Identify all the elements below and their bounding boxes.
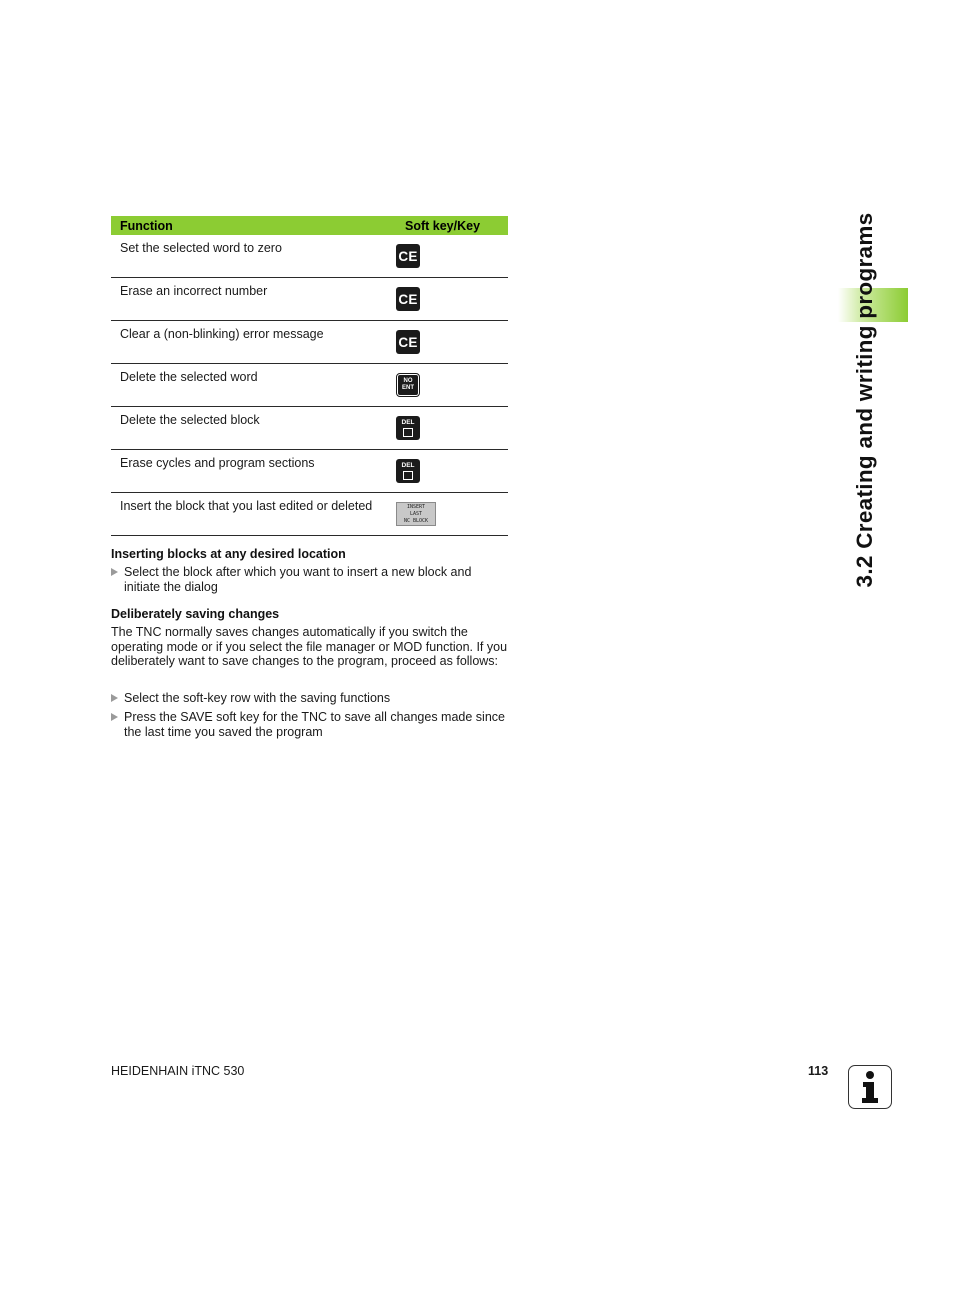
section-heading-inserting: Inserting blocks at any desired location	[111, 547, 346, 561]
ce-key-icon: CE	[396, 287, 420, 311]
list-item: Select the soft-key row with the saving functions	[111, 691, 508, 706]
no-ent-key-icon	[397, 374, 419, 396]
page-number: 113	[808, 1064, 829, 1078]
section-heading-saving: Deliberately saving changes	[111, 607, 280, 621]
row-function: Clear a (non-blinking) error message	[120, 327, 324, 341]
table-row	[111, 321, 508, 364]
bullet-triangle-icon	[111, 713, 118, 721]
table-row	[111, 493, 508, 536]
insert-last-nc-block-softkey-icon	[396, 502, 436, 526]
no-ent-key-label-2: ENT	[402, 385, 414, 391]
chapter-title: 3.2 Creating and writing programs	[852, 212, 877, 588]
bullet-triangle-icon	[111, 568, 118, 576]
row-function: Delete the selected block	[120, 413, 260, 427]
softkey-label-1: INSERT	[406, 503, 426, 510]
table-row	[111, 364, 508, 407]
table-row	[111, 450, 508, 493]
footer-manual-title: HEIDENHAIN iTNC 530	[111, 1064, 245, 1078]
del-key-label: DEL	[401, 462, 415, 469]
row-function: Delete the selected word	[120, 370, 258, 384]
table-header	[111, 216, 508, 235]
table-row	[111, 235, 508, 278]
row-function: Erase an incorrect number	[120, 284, 268, 298]
no-ent-key-label-1: NO	[403, 378, 413, 384]
row-function: Insert the block that you last edited or deleted	[120, 499, 373, 513]
ce-key-icon: CE	[396, 330, 420, 354]
header-softkey: Soft key/Key	[405, 218, 481, 233]
ce-key-icon: CE	[396, 244, 420, 268]
softkey-label-3: NC BLOCK	[403, 517, 429, 524]
table-row	[111, 278, 508, 321]
del-key-icon	[396, 459, 420, 483]
list-item: Press the SAVE soft key for the TNC to save all changes made since the last time you saved the program	[111, 710, 508, 739]
row-function: Set the selected word to zero	[120, 241, 282, 255]
list-item: Select the block after which you want to insert a new block and initiate the dialog	[111, 565, 508, 594]
paragraph-saving: The TNC normally saves changes automatically if you switch the operating mode or if you select the file manager or MOD function. If you deliberately want to save changes to the program, proceed as follows:	[111, 625, 508, 668]
table-row	[111, 407, 508, 450]
softkey-label-2: LAST	[409, 510, 423, 517]
header-function: Function	[120, 218, 173, 233]
row-function: Erase cycles and program sections	[120, 456, 315, 470]
info-icon	[848, 1065, 892, 1109]
del-key-label: DEL	[401, 419, 415, 426]
function-key-table	[111, 216, 508, 536]
bullet-triangle-icon	[111, 694, 118, 702]
del-key-icon	[396, 416, 420, 440]
